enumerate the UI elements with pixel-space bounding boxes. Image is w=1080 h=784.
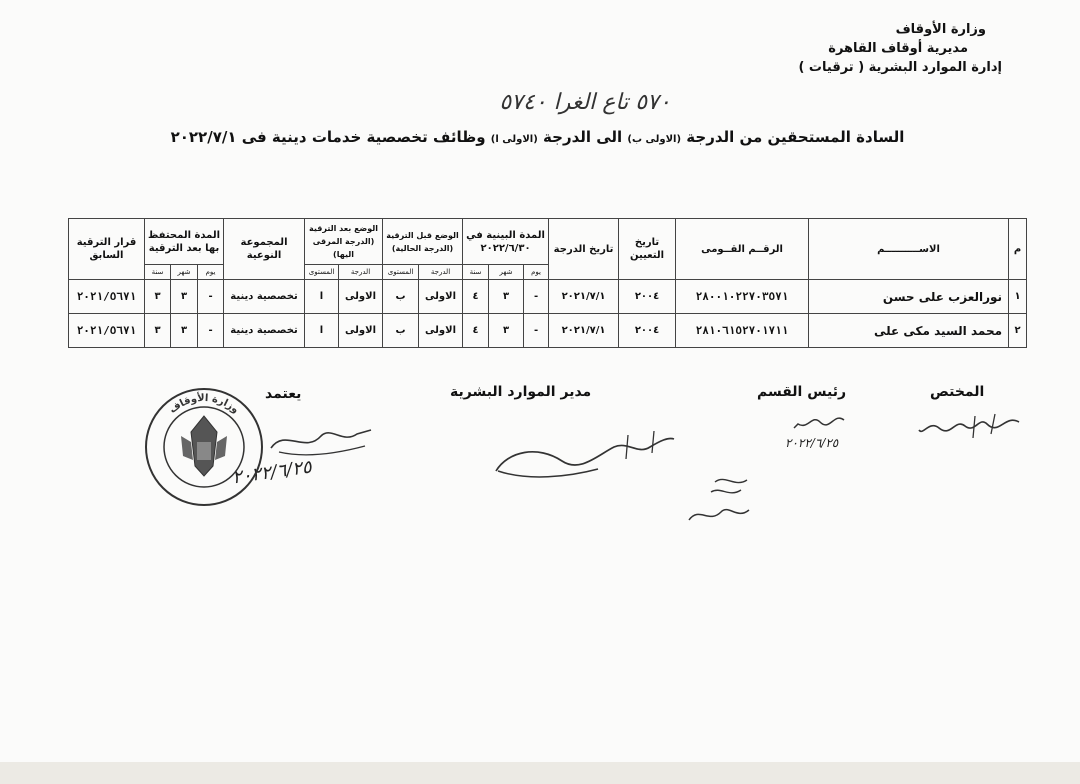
document-title xyxy=(170,128,905,146)
subheader-month: شهر xyxy=(489,265,524,280)
letterhead xyxy=(742,20,1002,77)
cell-period-month: ٣ xyxy=(489,280,524,314)
scan-bottom-edge xyxy=(0,762,1080,784)
cell-period-month: ٣ xyxy=(489,314,524,348)
header-appointment-date: تاريخ التعيين xyxy=(619,219,676,280)
header-before-status: الوضع قبل الترقية (الدرجة الحالية) xyxy=(383,219,463,265)
cell-period-day: - xyxy=(524,280,549,314)
cell-national-id: ٢٨٠٠١٠٢٢٧٠٣٥٧١ xyxy=(676,280,809,314)
header-national-id: الرقــم القــومى xyxy=(676,219,809,280)
section-head-label: رئيس القسم xyxy=(757,384,847,400)
cell-retained-year: ٣ xyxy=(145,314,171,348)
cell-before-level: ب xyxy=(383,314,419,348)
cell-after-grade: الاولى xyxy=(339,280,383,314)
cell-appointment-date: ٢٠٠٤ xyxy=(619,280,676,314)
approval-date: ٢٠٢٢/٦/٢٥ xyxy=(230,456,313,489)
specialist-label: المختص xyxy=(930,384,985,400)
title-from-grade: (الاولى ب) xyxy=(627,134,682,145)
header-group: المجموعة النوعية xyxy=(224,219,305,280)
cell-retained-day: - xyxy=(198,280,224,314)
table-header-row xyxy=(69,219,1027,265)
subheader-level: المستوى xyxy=(383,265,419,280)
table-row xyxy=(69,280,1027,314)
subheader-level: المستوى xyxy=(305,265,339,280)
header-prev-decision: قرار الترقية السابق xyxy=(69,219,145,280)
directorate-name: مديرية أوقاف القاهرة xyxy=(828,41,968,56)
cell-grade-date: ٢٠٢١/٧/١ xyxy=(549,314,619,348)
cell-name: محمد السيد مكى على xyxy=(809,314,1009,348)
promotion-table xyxy=(68,218,1027,348)
cell-after-grade: الاولى xyxy=(339,314,383,348)
handwritten-reference-number: ٥٧٠ تاع الغرا ٥٧٤٠ xyxy=(499,90,671,115)
cell-group: تخصصية دينية xyxy=(224,314,305,348)
cell-appointment-date: ٢٠٠٤ xyxy=(619,314,676,348)
header-after-status: الوضع بعد الترقية (الدرجة المرقى اليها) xyxy=(305,219,383,265)
cell-after-level: ا xyxy=(305,280,339,314)
cell-before-grade: الاولى xyxy=(419,280,463,314)
subheader-grade: الدرجة xyxy=(339,265,383,280)
header-retained-period: المدة المحتفظ بها بعد الترقية xyxy=(145,219,224,265)
approved-label: يعتمد xyxy=(265,386,302,402)
title-to-grade: (الاولى ا) xyxy=(490,134,538,145)
cell-grade-date: ٢٠٢١/٧/١ xyxy=(549,280,619,314)
cell-retained-month: ٣ xyxy=(171,280,198,314)
approval-signature xyxy=(265,418,375,458)
header-interim-period: المدة البينية في ٢٠٢٢/٦/٣٠ xyxy=(463,219,549,265)
section-head-signature xyxy=(790,410,850,436)
header-name: الاســــــــــم xyxy=(809,219,1009,280)
cell-retained-day: - xyxy=(198,314,224,348)
cell-period-day: - xyxy=(524,314,549,348)
title-part-3: وظائف تخصصية خدمات دينية فى ٢٠٢٢/٧/١ xyxy=(170,128,486,146)
subheader-day: يوم xyxy=(524,265,549,280)
cell-period-year: ٤ xyxy=(463,280,489,314)
cell-before-grade: الاولى xyxy=(419,314,463,348)
cell-name: نورالعزب على حسن xyxy=(809,280,1009,314)
subheader-year: سنة xyxy=(145,265,171,280)
specialist-signature xyxy=(915,408,1025,444)
official-stamp xyxy=(143,386,265,508)
cell-period-year: ٤ xyxy=(463,314,489,348)
header-grade-date: تاريخ الدرجة xyxy=(549,219,619,280)
cell-num: ١ xyxy=(1009,280,1027,314)
subheader-day: يوم xyxy=(198,265,224,280)
cell-prev-decision: ٢٠٢١/٥٦٧١ xyxy=(69,314,145,348)
cell-before-level: ب xyxy=(383,280,419,314)
cell-retained-year: ٣ xyxy=(145,280,171,314)
department-name: إدارة الموارد البشرية ( ترقيات ) xyxy=(798,60,1002,75)
handwritten-note xyxy=(685,470,765,530)
title-part-2: الى الدرجة xyxy=(543,128,623,146)
cell-num: ٢ xyxy=(1009,314,1027,348)
hr-manager-signature xyxy=(488,425,678,485)
subheader-month: شهر xyxy=(171,265,198,280)
cell-group: تخصصية دينية xyxy=(224,280,305,314)
title-part-1: السادة المستحقين من الدرجة xyxy=(686,128,905,146)
table-row xyxy=(69,314,1027,348)
cell-prev-decision: ٢٠٢١/٥٦٧١ xyxy=(69,280,145,314)
stamp-text: وزارة الأوقاف xyxy=(167,392,241,416)
section-head-date: ٢٠٢٢/٦/٢٥ xyxy=(785,436,839,450)
cell-retained-month: ٣ xyxy=(171,314,198,348)
header-num: م xyxy=(1009,219,1027,280)
ministry-name: وزارة الأوقاف xyxy=(895,22,986,37)
subheader-grade: الدرجة xyxy=(419,265,463,280)
hr-manager-label: مدير الموارد البشرية xyxy=(450,384,592,400)
subheader-year: سنة xyxy=(463,265,489,280)
cell-national-id: ٢٨١٠٦١٥٢٧٠١٧١١ xyxy=(676,314,809,348)
cell-after-level: ا xyxy=(305,314,339,348)
